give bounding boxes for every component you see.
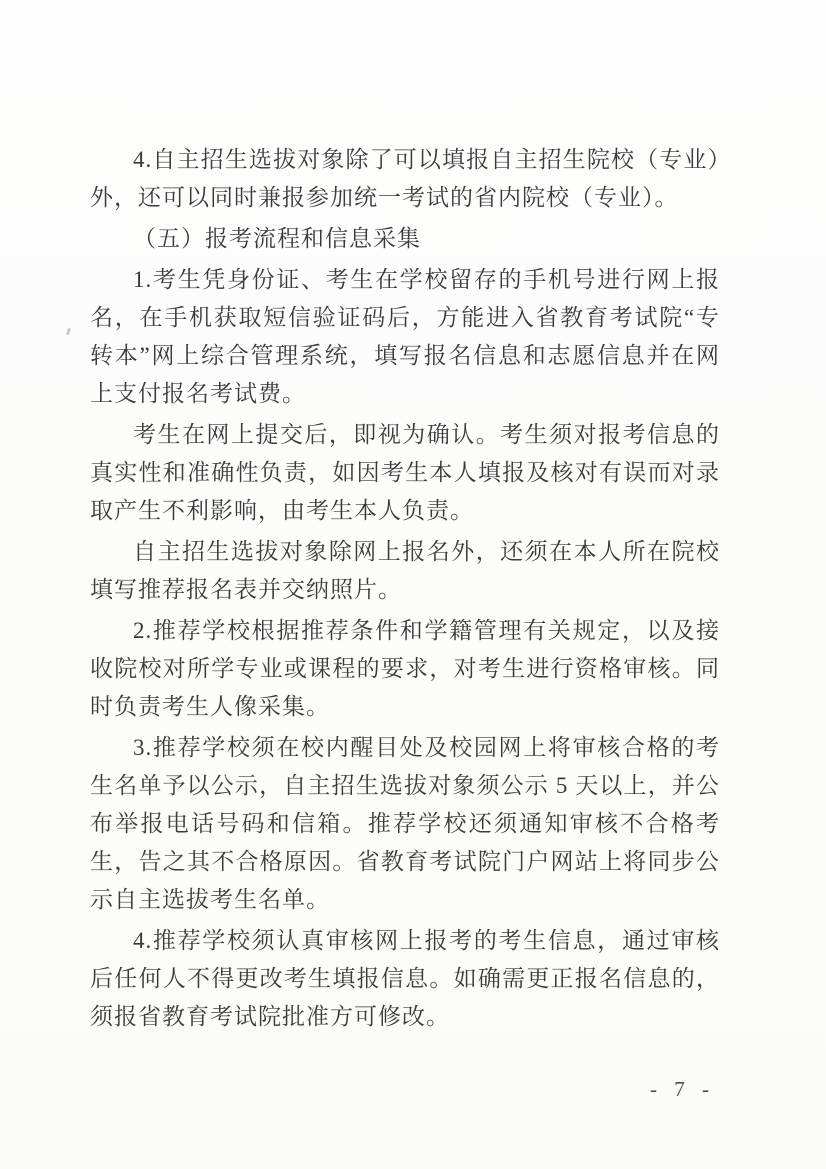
paragraph-step-1-online-registration: 1.考生凭身份证、考生在学校留存的手机号进行网上报名，在手机获取短信验证码后，方能进入省教育考试院“专转本”网上综合管理系统，填写报名信息和志愿信息并在网上支付报名考试费。 <box>90 267 720 406</box>
scan-speck-artifact <box>66 328 71 336</box>
document-body <box>90 141 720 1036</box>
paragraph-autonomous-extra-form: 自主招生选拔对象除网上报名外，还须在本人所在院校填写推荐报名表并交纳照片。 <box>90 539 720 602</box>
section-heading-registration-process: （五）报考流程和信息采集 <box>133 226 421 251</box>
page-number: - 7 - <box>650 1077 715 1101</box>
paragraph-item-4-autonomous-enrollment: 4.自主招生选拔对象除了可以填报自主招生院校（专业）外，还可以同时兼报参加统一考试的省内院校（专业）。 <box>90 147 720 210</box>
paragraph-step-3-public-notice: 3.推荐学校须在校内醒目处及校园网上将审核合格的考生名单予以公示，自主招生选拔对象须公示 5 天以上，并公布举报电话号码和信箱。推荐学校还须通知审核不合格考生，告之其不合格原因。省教育考试院门户网站上将同步公示自主选拔考生名单。 <box>90 735 720 912</box>
paragraph-step-2-school-review: 2.推荐学校根据推荐条件和学籍管理有关规定，以及接收院校对所学专业或课程的要求，对考生进行资格审核。同时负责考生人像采集。 <box>90 618 720 719</box>
paragraph-step-4-info-modification: 4.推荐学校须认真审核网上报考的考生信息，通过审核后任何人不得更改考生填报信息。如确需更正报名信息的，须报省教育考试院批准方可修改。 <box>90 928 720 1029</box>
paragraph-confirmation-responsibility: 考生在网上提交后，即视为确认。考生须对报考信息的真实性和准确性负责，如因考生本人填报及核对有误而对录取产生不利影响，由考生本人负责。 <box>90 422 720 523</box>
